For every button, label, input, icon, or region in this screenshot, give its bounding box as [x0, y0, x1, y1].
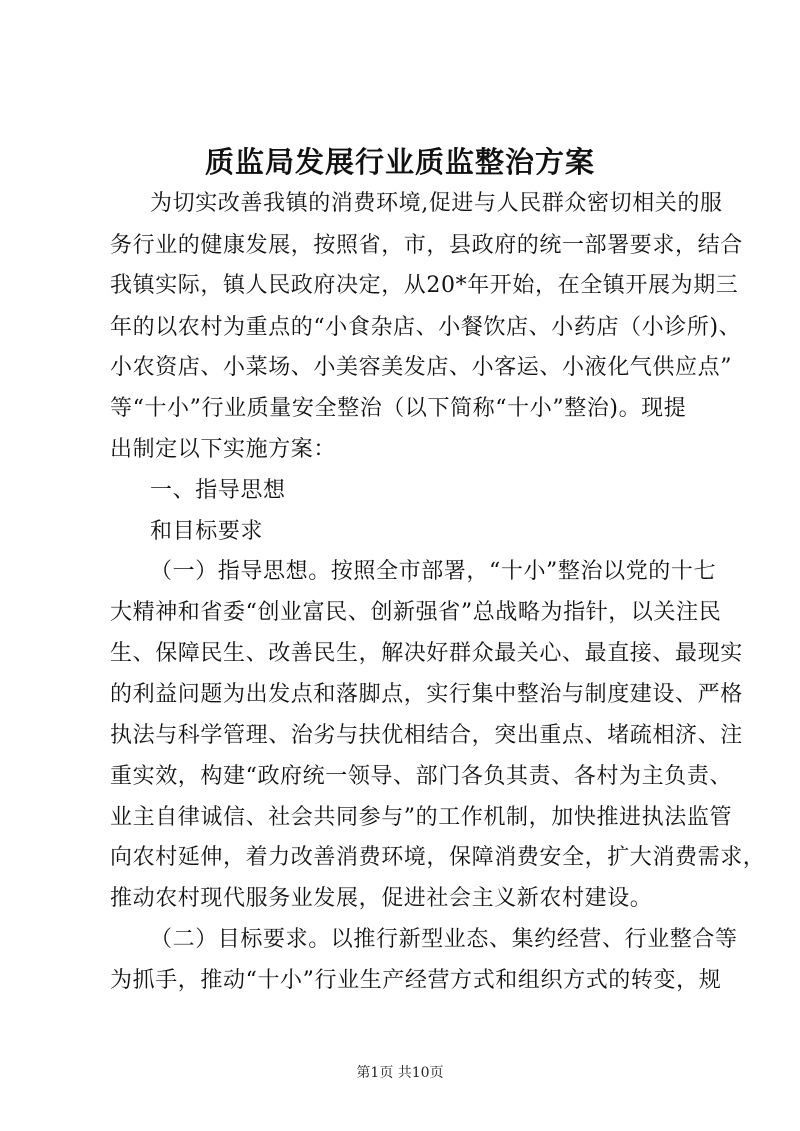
- page-footer: 第1页 共10页: [356, 1065, 444, 1081]
- body-line: 推动农村现代服务业发展，促进社会主义新农村建设。: [110, 886, 653, 911]
- body-line: 务行业的健康发展，按照省，市，县政府的统一部署要求，结合: [110, 233, 743, 258]
- body-line: 生、保障民生、改善民生，解决好群众最关心、最直接、最现实: [110, 641, 743, 666]
- body-line: 等“十小”行业质量安全整治（以下简称“十小”整治)。现提: [110, 396, 687, 421]
- section-heading: 和目标要求: [150, 519, 264, 544]
- body-line: 向农村延伸，着力改善消费环境，保障消费安全，扩大消费需求，: [110, 845, 766, 870]
- document-title: 质监局发展行业质监整治方案: [204, 145, 595, 179]
- body-line: （一）指导思想。按照全市部署，“十小”整治以党的十七: [150, 559, 717, 584]
- body-line: 小农资店、小菜场、小美容美发店、小客运、小液化气供应点”: [110, 355, 733, 380]
- body-line: 业主自律诚信、社会共同参与”的工作机制，加快推进执法监管: [110, 805, 733, 830]
- body-line: 大精神和省委“创业富民、创新强省”总战略为指针，以关注民: [110, 600, 722, 625]
- body-line: 的利益问题为出发点和落脚点，实行集中整治与制度建设、严格: [110, 682, 743, 707]
- body-line: 出制定以下实施方案：: [110, 437, 337, 462]
- body-line: 我镇实际，镇人民政府决定，从20*年开始，在全镇开展为期三: [110, 273, 739, 298]
- body-line: 重实效，构建“政府统一领导、部门各负其责、各村为主负责、: [110, 764, 733, 789]
- body-line: （二）目标要求。以推行新型业态、集约经营、行业整合等: [150, 927, 738, 952]
- body-line: 执法与科学管理、治劣与扶优相结合，突出重点、堵疏相济、注: [110, 723, 743, 748]
- body-line: 年的以农村为重点的“小食杂店、小餐饮店、小药店（小诊所)、: [110, 315, 742, 340]
- section-heading: 一、指导思想: [150, 478, 286, 503]
- body-line: 为抓手，推动“十小”行业生产经营方式和组织方式的转变，规: [110, 968, 722, 993]
- body-line: 为切实改善我镇的消费环境,促进与人民群众密切相关的服: [150, 191, 723, 216]
